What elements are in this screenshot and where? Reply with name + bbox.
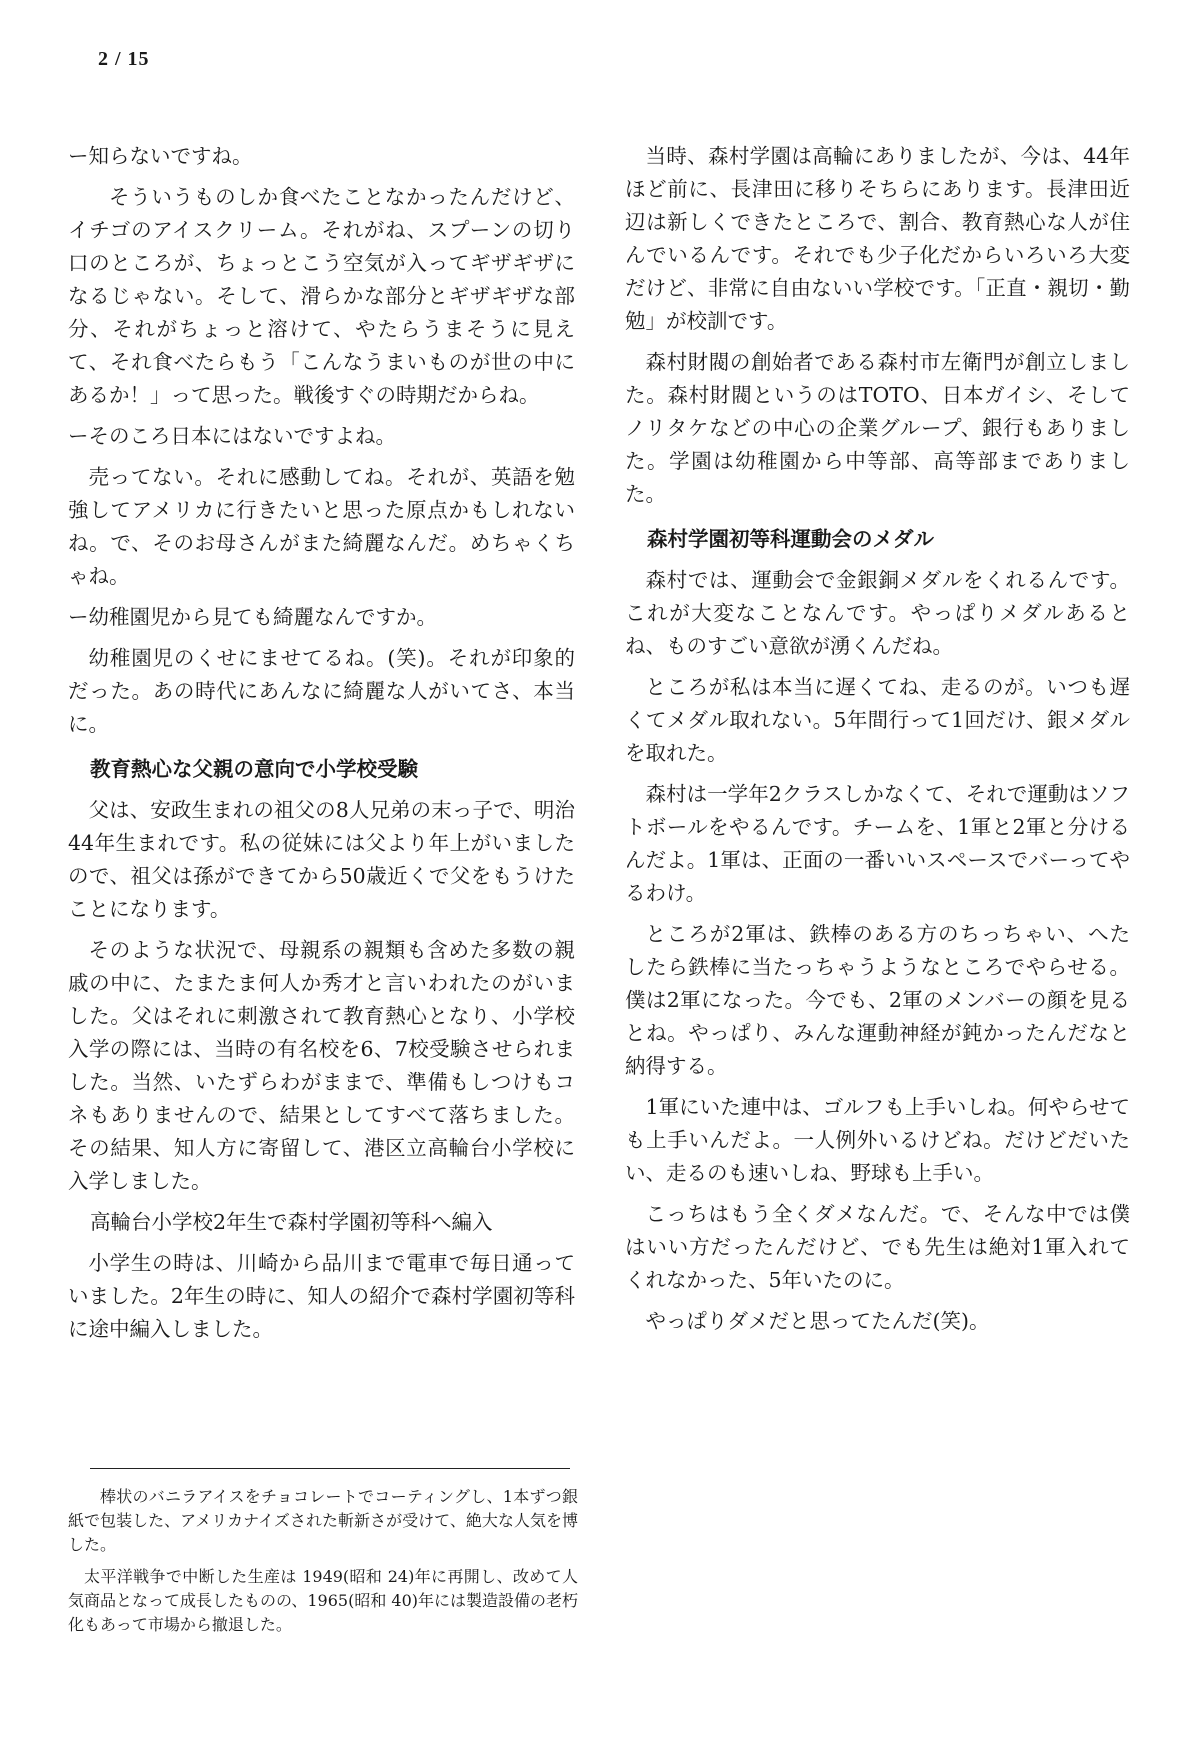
footnotes [68,1485,578,1645]
paragraph: 売ってない。それに感動してね。それが、英語を勉強してアメリカに行きたいと思った原点かもしれないね。で、そのお母さんがまた綺麗なんだ。めちゃくちゃね。 [68,465,575,588]
paragraph: ーそのころ日本にはないですよね。 [68,424,396,448]
paragraph: 森村では、運動会で金銀銅メダルをくれるんです。これが大変なことなんです。やっぱりメダルあるとね、ものすごい意欲が湧くんだね。 [625,568,1130,658]
paragraph: 小学生の時は、川崎から品川まで電車で毎日通っていました。2年生の時に、知人の紹介で森村学園初等科に途中編入しました。 [68,1251,575,1341]
section-heading: 教育熱心な父親の意向で小学校受験 [90,757,418,781]
footnote: 棒状のバニラアイスをチョコレートでコーティングし、1本ずつ銀紙で包装した、アメリカナイズされた斬新さが受けて、絶大な人気を博した。 [68,1487,578,1554]
footnote-divider [90,1468,570,1469]
section-heading: 高輪台小学校2年生で森村学園初等科へ編入 [90,1210,493,1234]
left-column [68,140,575,1354]
paragraph: ところが私は本当に遅くてね、走るのが。いつも遅くてメダル取れない。5年間行って1回だけ、銀メダルを取れた。 [625,675,1130,765]
paragraph: 1軍にいた連中は、ゴルフも上手いしね。何やらせても上手いんだよ。一人例外いるけどね。だけどだいたい、走るのも速いしね、野球も上手い。 [625,1095,1130,1185]
right-column [625,140,1130,1346]
paragraph: ー幼稚園児から見ても綺麗なんですか。 [68,605,437,629]
paragraph: こっちはもう全くダメなんだ。で、そんな中では僕はいい方だったんだけど、でも先生は絶対1軍入れてくれなかった、5年いたのに。 [625,1202,1130,1292]
paragraph: そのような状況で、母親系の親類も含めた多数の親戚の中に、たまたま何人か秀才と言いわれたのがいました。父はそれに刺激されて教育熱心となり、小学校入学の際には、当時の有名校を6、7校受験させられました。当然、いたずらわがままで、準備もしつけもコネもありませんので、結果としてすべて落ちました。その結果、知人方に寄留して、港区立高輪台小学校に入学しました。 [68,938,575,1193]
paragraph: そういうものしか食べたことなかったんだけど、イチゴのアイスクリーム。それがね、スプーンの切り口のところが、ちょっとこう空気が入ってギザギザになるじゃない。そして、滑らかな部分とギザギザな部分、それがちょっと溶けて、やたらうまそうに見えて、それ食べたらもう「こんなうまいものが世の中にあるか！」って思った。戦後すぐの時期だからね。 [68,185,575,407]
paragraph: ところが2軍は、鉄棒のある方のちっちゃい、へたしたら鉄棒に当たっちゃうようなところでやらせる。僕は2軍になった。今でも、2軍のメンバーの顔を見るとね。やっぱり、みんな運動神経が鈍かったんだなと納得する。 [625,922,1130,1078]
page-number: 2 / 15 [98,48,150,70]
paragraph: 幼稚園児のくせにませてるね。(笑)。それが印象的だった。あの時代にあんなに綺麗な人がいてさ、本当に。 [68,646,575,736]
paragraph: 父は、安政生まれの祖父の8人兄弟の末っ子で、明治44年生まれです。私の従妹には父より年上がいましたので、祖父は孫ができてから50歳近くで父をもうけたことになります。 [68,798,575,921]
section-heading: 森村学園初等科運動会のメダル [647,527,934,551]
paragraph: やっぱりダメだと思ってたんだ(笑)。 [645,1309,990,1333]
footnote: 太平洋戦争で中断した生産は 1949(昭和 24)年に再開し、改めて人気商品となって成長したものの、1965(昭和 40)年には製造設備の老朽化もあって市場から撤退した。 [68,1567,579,1634]
paragraph: 森村は一学年2クラスしかなくて、それで運動はソフトボールをやるんです。チームを、1軍と2軍と分けるんだよ。1軍は、正面の一番いいスペースでバーってやるわけ。 [625,782,1130,905]
paragraph: ー知らないですね。 [68,144,253,168]
paragraph: 当時、森村学園は高輪にありましたが、今は、44年ほど前に、長津田に移りそちらにあります。長津田近辺は新しくできたところで、割合、教育熱心な人が住んでいるんです。それでも少子化だからいろいろ大変だけど、非常に自由ないい学校です。「正直・親切・勤勉」が校訓です。 [625,144,1130,333]
paragraph: 森村財閥の創始者である森村市左衛門が創立しました。森村財閥というのはTOTO、日本ガイシ、そしてノリタケなどの中心の企業グループ、銀行もありました。学園は幼稚園から中等部、高等部までありました。 [625,350,1130,506]
